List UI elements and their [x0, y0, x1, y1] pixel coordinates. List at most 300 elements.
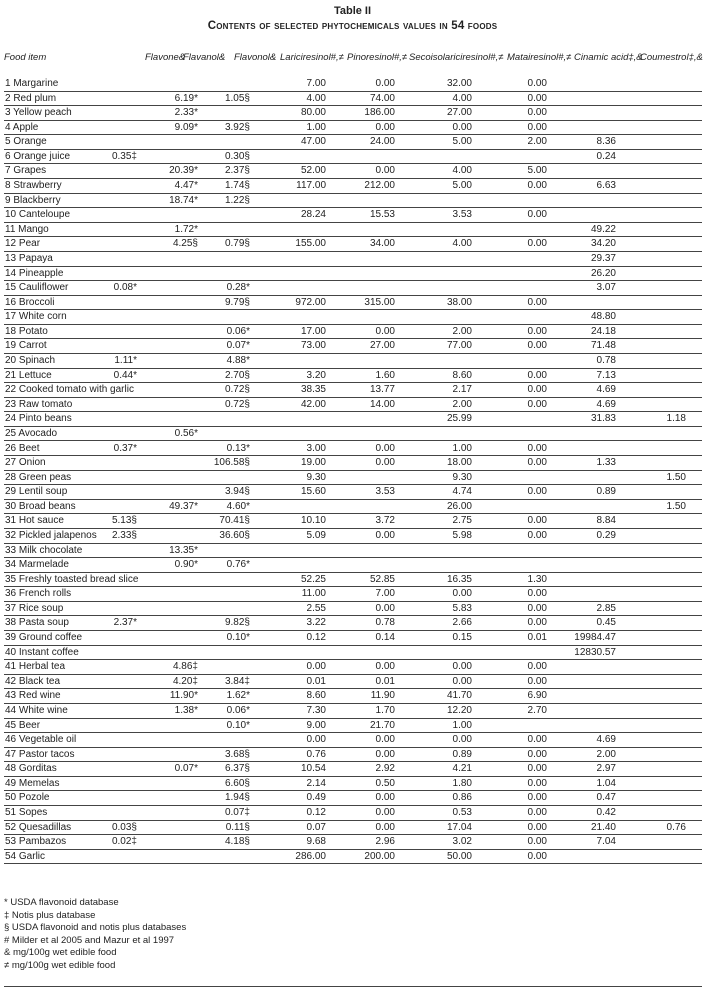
table-title: Contents of selected phytochemicals values in 54 foods	[207, 20, 498, 32]
table-cell: 36.60§	[219, 529, 250, 541]
table-cell: 2.70§	[224, 369, 250, 381]
table-cell: 0.00	[375, 661, 395, 673]
table-cell: 1.05§	[224, 92, 250, 104]
food-item: 30 Broad beans	[5, 500, 76, 512]
table-cell: 11.00	[301, 588, 326, 600]
table-cell: 7.00	[306, 78, 326, 89]
food-item: 25 Avocado	[5, 427, 58, 439]
table-cell: 2.75	[452, 515, 472, 527]
table-cell: 0.15	[452, 632, 472, 644]
table-cell: 15.60	[300, 486, 326, 498]
table-cell: 0.00	[452, 121, 472, 133]
table-cell: 3.22	[306, 617, 326, 629]
table-cell: 0.76	[306, 748, 326, 760]
food-item: 16 Broccoli	[5, 296, 55, 308]
table-cell: 3.07	[596, 282, 616, 294]
table-cell: 18.74*	[169, 194, 198, 206]
food-item: 20 Spinach	[5, 355, 56, 367]
food-item: 46 Vegetable oil	[5, 734, 77, 746]
table-cell: 0.86	[452, 792, 472, 804]
table-cell: 1.74§	[224, 180, 250, 192]
table-cell: 0.00	[527, 850, 547, 862]
table-row	[4, 748, 702, 763]
food-item: 7 Grapes	[5, 165, 47, 177]
table-cell: 27.00	[446, 107, 472, 119]
table-row	[4, 354, 702, 369]
table-cell: 0.00	[527, 792, 547, 804]
table-cell: 3.02	[452, 836, 472, 848]
table-cell: 0.00	[527, 107, 547, 119]
table-cell: 0.00	[527, 384, 547, 396]
table-cell: 2.00	[452, 325, 472, 337]
table-cell: 4.00	[452, 92, 472, 104]
table-cell: 2.00	[452, 398, 472, 410]
table-cell: 6.60§	[224, 777, 250, 789]
table-cell: 52.85	[369, 573, 395, 585]
food-item: 15 Cauliflower	[5, 282, 69, 294]
table-cell: 80.00	[300, 107, 326, 119]
table-cell: 5.00	[452, 136, 472, 148]
table-row	[4, 179, 702, 194]
table-cell: 5.00	[527, 165, 547, 177]
table-row	[4, 237, 702, 252]
food-item: 11 Mango	[5, 223, 49, 235]
table-cell: 0.00	[527, 763, 547, 775]
table-cell: 2.33§	[111, 529, 137, 541]
table-cell: 13.77	[369, 384, 395, 396]
food-item: 41 Herbal tea	[5, 661, 66, 673]
table-cell: 0.00	[375, 325, 395, 337]
table-row	[4, 835, 702, 850]
table-row	[4, 558, 702, 573]
table-row	[4, 733, 702, 748]
table-cell: 0.45	[596, 617, 616, 629]
table-cell: 0.00	[452, 661, 472, 673]
table-cell: 4.25§	[172, 238, 198, 250]
table-row	[4, 223, 702, 238]
table-cell: 6.63	[596, 180, 616, 192]
table-row	[4, 806, 702, 821]
table-cell: 4.69	[596, 398, 616, 410]
table-cell: 41.70	[446, 690, 472, 702]
food-item: 3 Yellow peach	[5, 107, 72, 119]
table-cell: 0.00	[527, 734, 547, 746]
table-cell: 0.10*	[226, 719, 250, 731]
table-cell: 0.00	[375, 807, 395, 818]
table-row	[4, 398, 702, 413]
table-cell: 12830.57	[574, 646, 616, 658]
column-header: Matairesinol#,≠	[507, 52, 572, 63]
table-cell: 0.00	[527, 442, 547, 454]
table-cell: 0.24	[596, 150, 616, 162]
food-item: 49 Memelas	[5, 777, 60, 789]
food-item: 8 Strawberry	[5, 180, 62, 192]
table-cell: 2.85	[596, 602, 616, 614]
table-cell: 212.00	[364, 180, 395, 192]
table-cell: 0.07‡	[224, 807, 250, 818]
table-cell: 38.00	[446, 296, 472, 308]
table-cell: 14.00	[369, 398, 395, 410]
table-cell: 31.83	[590, 413, 616, 425]
table-cell: 0.89	[596, 486, 616, 498]
footnote: ‡ Notis plus database	[4, 909, 96, 921]
food-item: 45 Beer	[5, 719, 41, 731]
food-item: 2 Red plum	[5, 92, 57, 104]
table-cell: 0.76	[666, 821, 686, 833]
food-item: 24 Pinto beans	[5, 413, 72, 425]
column-header: Secoisolariciresinol#,≠	[409, 52, 504, 63]
table-cell: 0.78	[596, 355, 616, 367]
food-item: 17 White corn	[5, 311, 67, 323]
table-cell: 200.00	[364, 850, 395, 862]
table-row	[4, 442, 702, 457]
table-cell: 0.06*	[226, 704, 250, 716]
food-item: 40 Instant coffee	[5, 646, 79, 658]
table-cell: 5.09	[306, 529, 326, 541]
table-cell: 52.00	[300, 165, 326, 177]
table-label: Table II	[333, 5, 372, 17]
table-cell: 24.00	[369, 136, 395, 148]
table-cell: 4.00	[452, 165, 472, 177]
table-cell: 4.00	[306, 92, 326, 104]
food-item: 29 Lentil soup	[5, 486, 68, 498]
table-cell: 10.10	[300, 515, 326, 527]
table-cell: 3.94§	[224, 486, 250, 498]
table-cell: 2.00	[527, 136, 547, 148]
food-item: 1 Margarine	[5, 78, 59, 89]
table-row	[4, 602, 702, 617]
table-cell: 0.00	[527, 238, 547, 250]
table-cell: 0.47	[596, 792, 616, 804]
table-cell: 49.37*	[169, 500, 198, 512]
table-cell: 0.00	[375, 165, 395, 177]
table-cell: 3.92§	[224, 121, 250, 133]
food-item: 48 Gorditas	[5, 763, 57, 775]
table-cell: 0.29	[596, 529, 616, 541]
table-cell: 9.09*	[174, 121, 198, 133]
table-cell: 0.00	[527, 617, 547, 629]
table-cell: 2.66	[452, 617, 472, 629]
table-cell: 34.00	[369, 238, 395, 250]
table-cell: 0.00	[527, 777, 547, 789]
food-item: 12 Pear	[5, 238, 41, 250]
table-cell: 9.79§	[224, 296, 250, 308]
table-cell: 2.37*	[113, 617, 137, 629]
table-row	[4, 252, 702, 267]
food-item: 6 Orange juice	[5, 150, 71, 162]
table-cell: 0.00	[375, 78, 395, 89]
table-cell: 0.00	[527, 486, 547, 498]
table-cell: 0.00	[375, 748, 395, 760]
table-row	[4, 281, 702, 296]
table-cell: 9.68	[306, 836, 326, 848]
table-cell: 1.50	[666, 500, 686, 512]
table-cell: 9.82§	[224, 617, 250, 629]
footnote: ≠ mg/100g wet edible food	[4, 959, 116, 971]
table-cell: 3.00	[306, 442, 326, 454]
table-row	[4, 821, 702, 836]
table-cell: 3.72	[375, 515, 395, 527]
table-cell: 77.00	[446, 340, 472, 352]
column-header: Coumestrol‡,&	[640, 52, 703, 63]
table-cell: 0.07*	[226, 340, 250, 352]
food-item: 43 Red wine	[5, 690, 61, 702]
table-cell: 1.80	[452, 777, 472, 789]
food-item: 5 Orange	[5, 136, 47, 148]
table-cell: 0.10*	[226, 632, 250, 644]
table-row	[4, 296, 702, 311]
table-cell: 0.90*	[174, 559, 198, 571]
table-cell: 0.06*	[226, 325, 250, 337]
table-cell: 0.00	[527, 661, 547, 673]
table-cell: 1.00	[452, 442, 472, 454]
table-cell: 0.00	[452, 734, 472, 746]
table-cell: 0.00	[527, 121, 547, 133]
table-cell: 0.00	[527, 836, 547, 848]
table-cell: 0.14	[375, 632, 395, 644]
table-cell: 0.56*	[174, 427, 198, 439]
table-row	[4, 369, 702, 384]
table-cell: 186.00	[364, 107, 395, 119]
food-item: 18 Potato	[5, 325, 48, 337]
table-cell: 8.84	[596, 515, 616, 527]
food-item: 52 Quesadillas	[5, 821, 72, 833]
food-item: 36 French rolls	[5, 588, 72, 600]
table-row	[4, 500, 702, 515]
table-row	[4, 675, 702, 690]
table-cell: 73.00	[300, 340, 326, 352]
table-row	[4, 135, 702, 150]
table-row	[4, 762, 702, 777]
food-item: 38 Pasta soup	[5, 617, 69, 629]
table-cell: 2.55	[306, 602, 326, 614]
table-row	[4, 485, 702, 500]
table-cell: 50.00	[446, 850, 472, 862]
table-row	[4, 660, 702, 675]
table-cell: 5.13§	[111, 515, 137, 527]
table-cell: 47.00	[300, 136, 326, 148]
table-cell: 20.39*	[169, 165, 198, 177]
table-cell: 7.13	[596, 369, 616, 381]
table-row	[4, 689, 702, 704]
table-cell: 0.00	[527, 588, 547, 600]
food-item: 44 White wine	[5, 704, 68, 716]
table-row	[4, 77, 702, 92]
table-row	[4, 339, 702, 354]
table-cell: 0.00	[527, 92, 547, 104]
table-cell: 2.33*	[174, 107, 198, 119]
table-cell: 11.90*	[169, 690, 198, 702]
table-cell: 7.04	[596, 836, 616, 848]
table-row	[4, 587, 702, 602]
table-cell: 32.00	[446, 78, 472, 89]
table-cell: 29.37	[590, 252, 616, 264]
table-cell: 19.00	[300, 457, 326, 469]
table-row	[4, 164, 702, 179]
food-item: 22 Cooked tomato with garlic	[5, 384, 134, 396]
table-cell: 74.00	[369, 92, 395, 104]
food-item: 47 Pastor tacos	[5, 748, 75, 760]
table-cell: 0.00	[527, 296, 547, 308]
table-cell: 286.00	[295, 850, 326, 862]
table-cell: 0.01	[375, 675, 395, 687]
table-cell: 3.53	[375, 486, 395, 498]
table-cell: 0.00	[527, 602, 547, 614]
table-row	[4, 427, 702, 442]
table-cell: 0.53	[452, 807, 472, 818]
table-cell: 0.02‡	[111, 836, 137, 848]
table-cell: 0.00	[527, 821, 547, 833]
table-cell: 0.07	[306, 821, 326, 833]
table-cell: 70.41§	[219, 515, 250, 527]
table-cell: 1.60	[375, 369, 395, 381]
table-cell: 0.00	[375, 457, 395, 469]
food-item: 34 Marmelade	[5, 559, 69, 571]
table-cell: 11.90	[370, 690, 395, 702]
table-cell: 0.00	[375, 821, 395, 833]
table-row	[4, 310, 702, 325]
table-cell: 34.20	[590, 238, 616, 250]
food-item: 13 Papaya	[5, 252, 53, 264]
table-cell: 17.04	[446, 821, 472, 833]
table-cell: 0.89	[452, 748, 472, 760]
table-cell: 17.00	[300, 325, 326, 337]
table-cell: 0.00	[452, 675, 472, 687]
table-cell: 972.00	[295, 296, 326, 308]
table-cell: 0.00	[527, 325, 547, 337]
table-cell: 0.76*	[226, 559, 250, 571]
food-item: 19 Carrot	[5, 340, 47, 352]
table-cell: 0.00	[527, 340, 547, 352]
table-cell: 0.01	[306, 675, 326, 687]
table-cell: 0.00	[527, 675, 547, 687]
table-cell: 1.00	[452, 719, 472, 731]
table-cell: 1.38*	[174, 704, 198, 716]
footnote: § USDA flavonoid and notis plus databases	[4, 922, 187, 933]
table-row	[4, 208, 702, 223]
food-item: 39 Ground coffee	[5, 632, 83, 644]
table-cell: 6.90	[527, 690, 547, 702]
table-cell: 18.00	[446, 457, 472, 469]
table-cell: 0.37*	[113, 442, 137, 454]
table-cell: 2.14	[306, 777, 326, 789]
table-cell: 155.00	[295, 238, 326, 250]
table-cell: 0.12	[306, 807, 326, 818]
food-item: 26 Beet	[5, 442, 40, 454]
table-cell: 15.53	[369, 209, 395, 221]
table-cell: 2.92	[375, 763, 395, 775]
table-cell: 0.00	[375, 602, 395, 614]
table-cell: 0.08*	[113, 282, 137, 294]
table-row	[4, 704, 702, 719]
table-cell: 1.00	[306, 121, 326, 133]
table-cell: 4.74	[452, 486, 472, 498]
table-row	[4, 92, 702, 107]
table-cell: 27.00	[369, 340, 395, 352]
table-cell: 1.18	[666, 413, 686, 425]
food-item: 23 Raw tomato	[5, 398, 73, 410]
food-item: 33 Milk chocolate	[5, 544, 83, 556]
table-row	[4, 544, 702, 559]
table-cell: 1.33	[596, 457, 616, 469]
table-cell: 0.00	[527, 369, 547, 381]
food-item: 14 Pineapple	[5, 267, 64, 279]
table-cell: 0.44*	[113, 369, 137, 381]
table-cell: 4.00	[452, 238, 472, 250]
table-cell: 25.99	[446, 413, 472, 425]
table-cell: 0.78	[375, 617, 395, 629]
table-cell: 3.53	[452, 209, 472, 221]
table-cell: 4.20‡	[172, 675, 198, 687]
table-cell: 0.00	[306, 661, 326, 673]
table-cell: 7.00	[375, 588, 395, 600]
table-row	[4, 383, 702, 398]
table-cell: 21.70	[369, 719, 395, 731]
table-cell: 0.11§	[225, 821, 250, 833]
table-cell: 0.00	[452, 588, 472, 600]
table-cell: 0.00	[527, 807, 547, 818]
table-cell: 21.40	[590, 821, 616, 833]
table-cell: 0.03§	[111, 821, 137, 833]
table-cell: 1.30	[527, 573, 547, 585]
table-cell: 0.12	[306, 632, 326, 644]
table-row	[4, 850, 702, 865]
table-cell: 8.60	[306, 690, 326, 702]
food-item: 37 Rice soup	[5, 602, 64, 614]
food-item: 21 Lettuce	[5, 369, 52, 381]
food-item: 4 Apple	[5, 121, 39, 133]
table-cell: 0.00	[527, 78, 547, 89]
table-cell: 5.98	[452, 529, 472, 541]
table-row	[4, 121, 702, 136]
food-item: 35 Freshly toasted bread slice	[5, 573, 139, 585]
table-row	[4, 514, 702, 529]
food-item: 31 Hot sauce	[5, 515, 64, 527]
table-cell: 0.49	[306, 792, 326, 804]
table-cell: 0.35‡	[111, 150, 137, 162]
table-row	[4, 412, 702, 427]
food-item: 9 Blackberry	[5, 194, 61, 206]
table-cell: 315.00	[364, 296, 395, 308]
table-cell: 0.72§	[224, 384, 250, 396]
table-cell: 10.54	[300, 763, 326, 775]
table-cell: 5.00	[452, 180, 472, 192]
bottom-rule	[4, 986, 702, 987]
table-cell: 1.04	[596, 777, 616, 789]
table-cell: 0.42	[596, 807, 616, 818]
table-cell: 19984.47	[574, 632, 616, 644]
table-cell: 0.00	[527, 398, 547, 410]
column-header: Lariciresinol#,≠	[280, 52, 344, 63]
food-item: 54 Garlic	[5, 850, 46, 862]
food-item: 10 Canteloupe	[5, 209, 71, 221]
table-row	[4, 194, 702, 209]
table-row	[4, 150, 702, 165]
footnote: * USDA flavonoid database	[4, 897, 119, 908]
table-cell: 1.50	[666, 471, 686, 483]
table-cell: 2.17	[452, 384, 472, 396]
table-row	[4, 791, 702, 806]
table-cell: 42.00	[300, 398, 326, 410]
table-cell: 5.83	[452, 602, 472, 614]
table-cell: 2.70	[527, 704, 547, 716]
table-cell: 0.28*	[226, 282, 250, 294]
table-cell: 4.21	[452, 763, 472, 775]
table-cell: 2.96	[375, 836, 395, 848]
table-cell: 9.30	[306, 471, 326, 483]
table-cell: 4.69	[596, 734, 616, 746]
table-cell: 7.30	[306, 704, 326, 716]
